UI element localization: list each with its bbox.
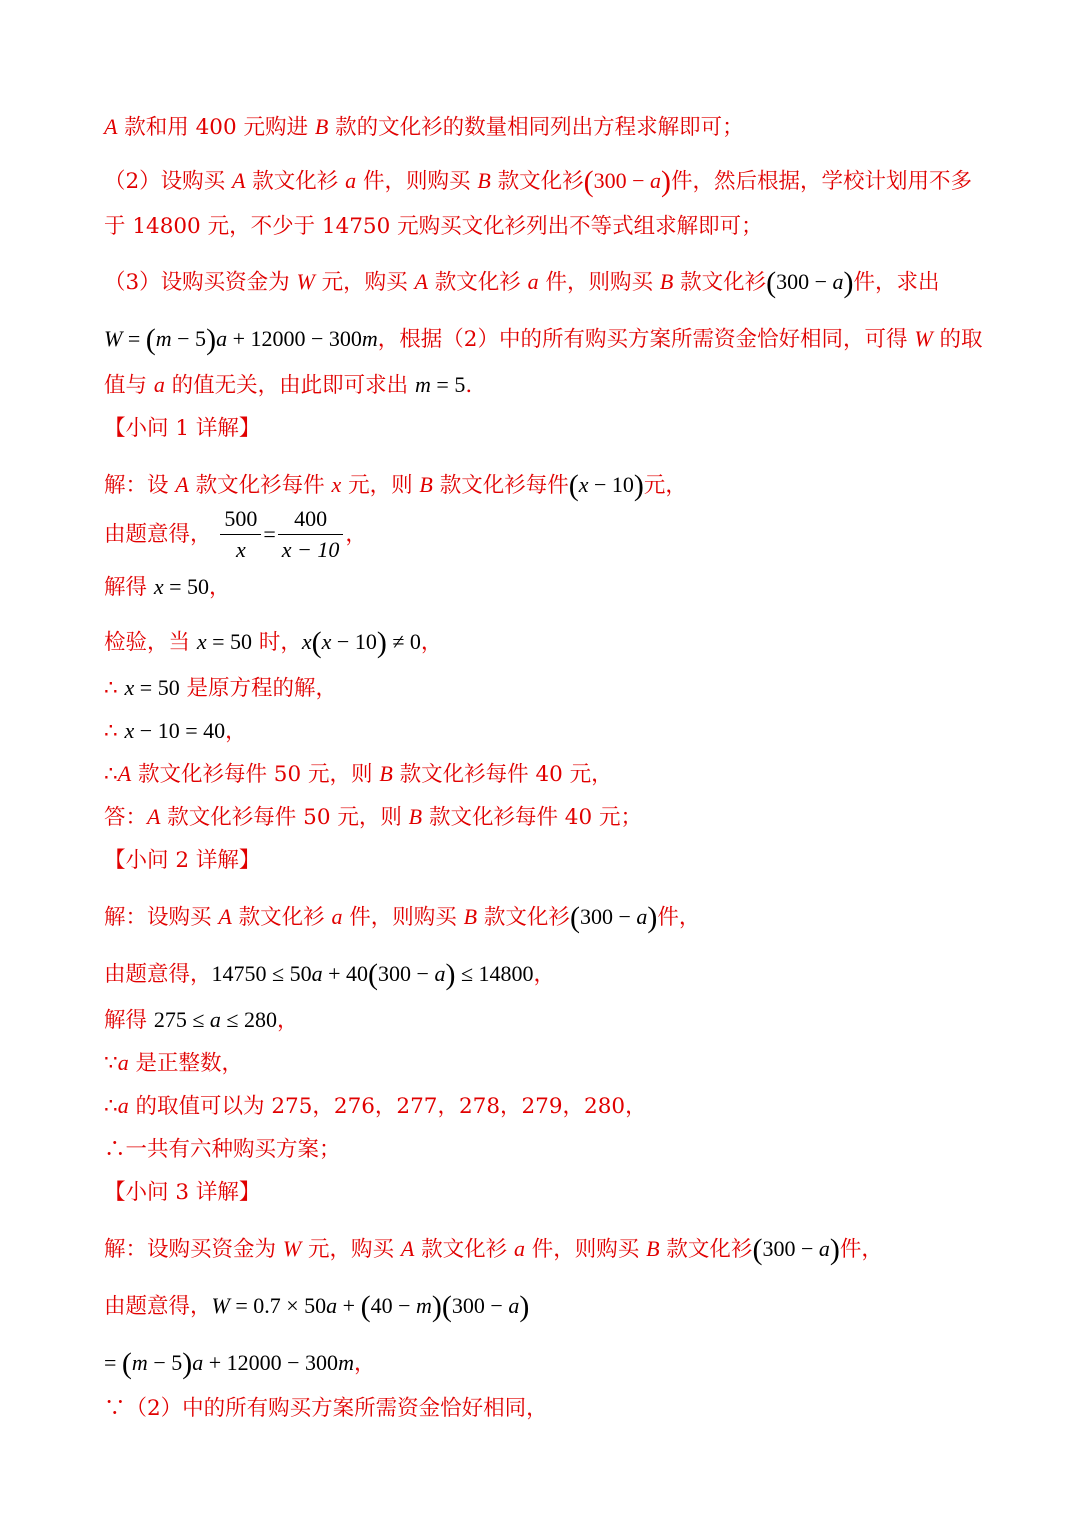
section-heading: 【小问 2 详解】 — [104, 848, 261, 873]
text-line: 由题意得，14750 ≤ 50a + 40(300 − a) ≤ 14800， — [104, 958, 556, 991]
text-line: 解：设购买 A 款文化衫 a 件，则购买 B 款文化衫(300 − a)件， — [104, 901, 701, 934]
text-line: 检验，当 x = 50 时，x(x − 10) ≠ 0， — [104, 626, 443, 659]
text-line: （2）设购买 A 款文化衫 a 件，则购买 B 款文化衫(300 − a)件，然后根据，学校计划用不多 — [104, 165, 973, 198]
text-line: 由题意得， $\frac{500}{x}$ = $\frac{400}{x - 10}$ ， — [104, 506, 367, 562]
text-line: A 款和用 400 元购进 B 款的文化衫的数量相同列出方程求解即可； — [104, 114, 744, 140]
section-heading: 【小问 3 详解】 — [104, 1180, 261, 1205]
text-line: 值与 a 的值无关，由此即可求出 m = 5. — [104, 372, 473, 398]
text-line: ∴A 款文化衫每件 50 元，则 B 款文化衫每件 40 元， — [104, 761, 613, 787]
text-line: W = (m − 5)a + 12000 − 300m，根据（2）中的所有购买方案所需资金恰好相同，可得 W 的取 — [104, 323, 983, 356]
text-line: ∴ x = 50 是原方程的解， — [104, 675, 338, 701]
fraction: $\frac{400}{x - 10}$ — [278, 508, 344, 561]
text-line: 解：设购买资金为 W 元，购买 A 款文化衫 a 件，则购买 B 款文化衫(300 − a)件， — [104, 1233, 883, 1266]
text-line: ∴一共有六种购买方案； — [104, 1137, 341, 1162]
text-line: 答：A 款文化衫每件 50 元，则 B 款文化衫每件 40 元； — [104, 804, 642, 830]
text-line: ∵（2）中的所有购买方案所需资金恰好相同， — [104, 1396, 548, 1421]
text-line: ∴a 的取值可以为 275，276，277，278，279，280， — [104, 1093, 647, 1119]
text-line: （3）设购买资金为 W 元，购买 A 款文化衫 a 件，则购买 B 款文化衫(300 − a)件，求出 — [104, 266, 940, 299]
fraction: $\frac{500}{x}$ — [220, 508, 261, 561]
section-heading: 【小问 1 详解】 — [104, 416, 261, 441]
text-line: = (m − 5)a + 12000 − 300m， — [104, 1347, 376, 1380]
text-line: ∵a 是正整数， — [104, 1050, 244, 1076]
text-line: 于 14800 元，不少于 14750 元购买文化衫列出不等式组求解即可； — [104, 214, 763, 239]
text-line: 由题意得，W = 0.7 × 50a + (40 − m)(300 − a) — [104, 1290, 530, 1323]
text-line: 解：设 A 款文化衫每件 x 元，则 B 款文化衫每件(x − 10)元， — [104, 469, 687, 502]
text-line: 解得 x = 50， — [104, 574, 231, 600]
text-line: ∴ x − 10 = 40， — [104, 718, 247, 744]
text-line: 解得 275 ≤ a ≤ 280， — [104, 1007, 299, 1033]
